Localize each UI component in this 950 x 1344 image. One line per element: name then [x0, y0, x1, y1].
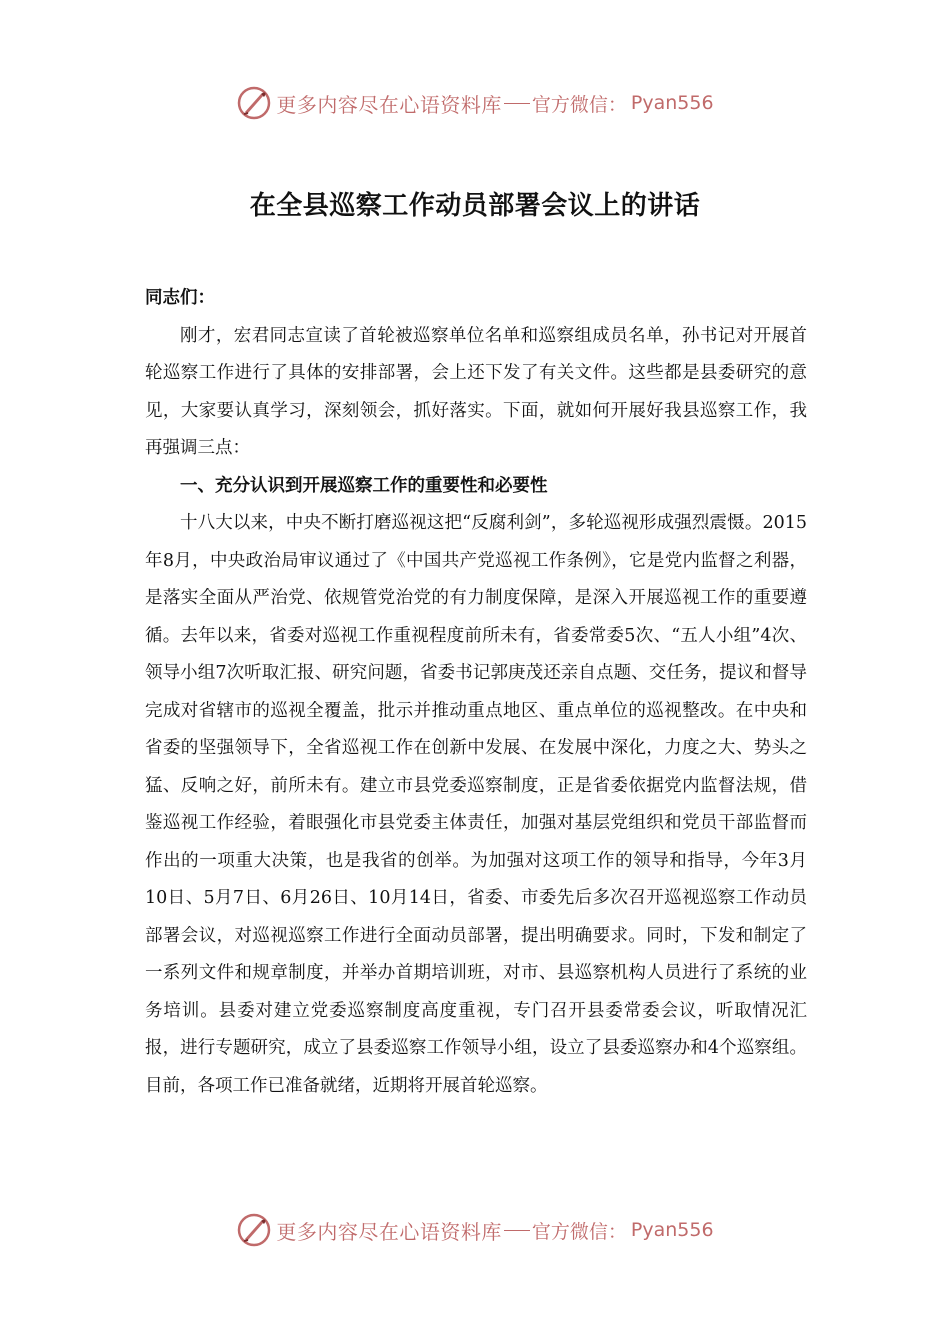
section-heading-1: 一、充分认识到开展巡察工作的重要性和必要性	[180, 475, 548, 496]
document-body	[145, 280, 807, 1105]
banner-dash	[504, 1230, 530, 1231]
brand-text: 更多内容尽在心语资料库	[276, 1219, 502, 1244]
wechat-label: 官方微信：	[531, 93, 627, 116]
quill-logo-icon	[236, 1212, 272, 1248]
quill-logo-icon	[236, 85, 272, 121]
brand-text: 更多内容尽在心语资料库	[276, 92, 502, 117]
greeting: 同志们：	[145, 288, 215, 308]
intro-paragraph: 刚才，宏君同志宣读了首轮被巡察单位名单和巡察组成员名单，孙书记对开展首轮巡察工作进行了具体的安排部署，会上还下发了有关文件。这些都是县委研究的意见，大家要认真学习，深刻领会，抓好落实。下面，就如何开展好我县巡察工作，我再强调三点：	[145, 325, 807, 458]
footer-watermark-banner	[0, 1210, 950, 1250]
document-title: 在全县巡察工作动员部署会议上的讲话	[249, 191, 701, 221]
section-paragraph-1: 十八大以来，中央不断打磨巡视这把“反腐利剑”，多轮巡视形成强烈震慑。2015年8月，中央政治局审议通过了《中国共产党巡视工作条例》，它是党内监督之利器，是落实全面从严治党、依规管党治党的有力制度保障，是深入开展巡视工作的重要遵循。去年以来，省委对巡视工作重视程度前所未有，省委常委5次、“五人小组”4次、领导小组7次听取汇报、研究问题，省委书记郭庚茂还亲自点题、交任务，提议和督导完成对省辖市的巡视全覆盖，批示并推动重点地区、重点单位的巡视整改。在中央和省委的坚强领导下，全省巡视工作在创新中发展、在发展中深化，力度之大、势头之猛、反响之好，前所未有。建立市县党委巡察制度，正是省委依据党内监督法规，借鉴巡视工作经验，着眼强化市县党委主体责任，加强对基层党组织和党员干部监督而作出的一项重大决策，也是我省的创举。为加强对这项工作的领导和指导，今年3月10日、5月7日、6月26日、10月14日，省委、市委先后多次召开巡视巡察工作动员部署会议，对巡视巡察工作进行全面动员部署，提出明确要求。同时，下发和制定了一系列文件和规章制度，并举办首期培训班，对市、县巡察机构人员进行了系统的业务培训。县委对建立党委巡察制度高度重视，专门召开县委常委会议，听取情况汇报，进行专题研究，成立了县委巡察工作领导小组，设立了县委巡察办和4个巡察组。目前，各项工作已准备就绪，近期将开展首轮巡察。	[145, 513, 807, 1096]
wechat-id: Pyan556	[630, 1219, 714, 1241]
wechat-label: 官方微信：	[531, 1220, 627, 1243]
wechat-id: Pyan556	[630, 92, 714, 114]
header-watermark-banner	[0, 83, 950, 123]
banner-dash	[504, 103, 530, 104]
